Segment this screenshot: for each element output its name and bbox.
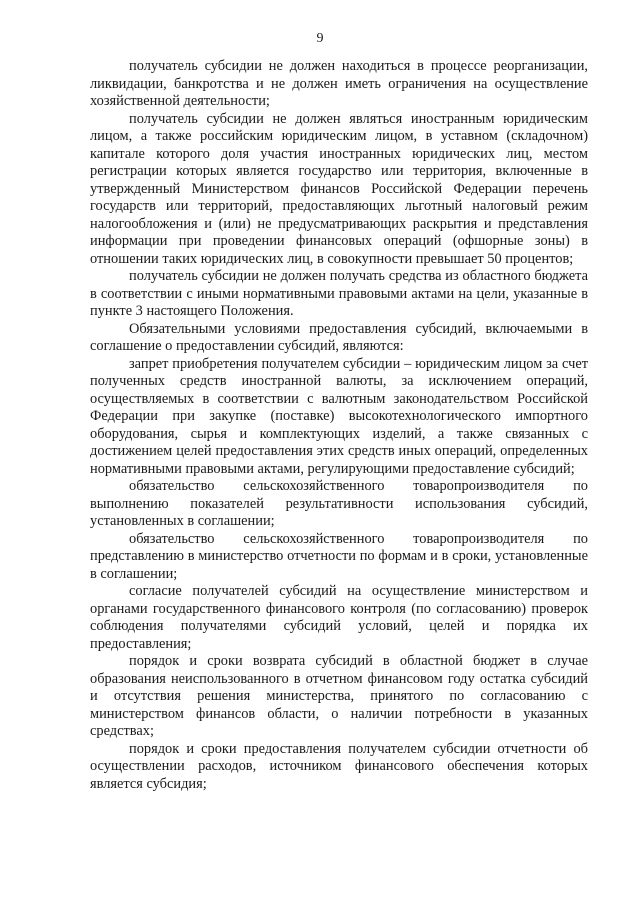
paragraph-5: запрет приобретения получателем субсидии – юридическим лицом за счет полученных средств иностранной валюты, за исключением операций, осуществляемых в соответствии с валютным законодательством Российской Федерации при закупке (поставке) высокотехнологического импортного оборудования, сырья и комплектующих изделий, а также связанных с достижением целей предоставления этих средств иных операций, определенных нормативными правовыми актами, регулирующими предоставление субсидий;	[90, 355, 588, 477]
paragraph-3: получатель субсидии не должен получать средства из областного бюджета в соответствии с иными нормативными правовыми актами на цели, указанные в пункте 3 настоящего Положения.	[90, 268, 588, 319]
paragraph-1: получатель субсидии не должен находиться в процессе реорганизации, ликвидации, банкротства и не должен иметь ограничения на осуществление хозяйственной деятельности;	[90, 58, 588, 109]
paragraph-6: обязательство сельскохозяйственного товаропроизводителя по выполнению показателей результативности использования субсидий, установленных в соглашении;	[90, 478, 588, 529]
paragraph-10: порядок и сроки предоставления получателем субсидии отчетности об осуществлении расходов, источником финансового обеспечения которых является субсидия;	[90, 740, 588, 792]
document-body	[90, 58, 588, 793]
paragraph-4: Обязательными условиями предоставления субсидий, включаемыми в соглашение о предоставлении субсидий, являются:	[90, 320, 588, 354]
paragraph-7: обязательство сельскохозяйственного товаропроизводителя по представлению в министерство отчетности по формам и в сроки, установленные в соглашении;	[90, 530, 588, 582]
paragraph-9: порядок и сроки возврата субсидий в областной бюджет в случае образования неиспользованного в отчетном финансовом году остатка субсидий и отсутствия решения министерства, принятого по согласованию с министерством финансов области, о наличии потребности в указанных средствах;	[90, 653, 588, 739]
paragraph-2: получатель субсидии не должен являться иностранным юридическим лицом, а также российским юридическим лицом, в уставном (складочном) капитале которого доля участия иностранных юридических лиц, местом регистрации которых является государство или территория, включенные в утвержденный Министерством финансов Российской Федерации перечень государств или территорий, предоставляющих льготный налоговый режим налогообложения и (или) не предусматривающих раскрытия и представления информации при проведении финансовых операций (офшорные зоны) в отношении таких юридических лиц, в совокупности превышает 50 процентов;	[90, 110, 588, 267]
paragraph-8: согласие получателей субсидий на осуществление министерством и органами государственного финансового контроля (по согласованию) проверок соблюдения получателями субсидий условий, целей и порядка их предоставления;	[90, 583, 588, 652]
page-number: 9	[316, 31, 324, 46]
